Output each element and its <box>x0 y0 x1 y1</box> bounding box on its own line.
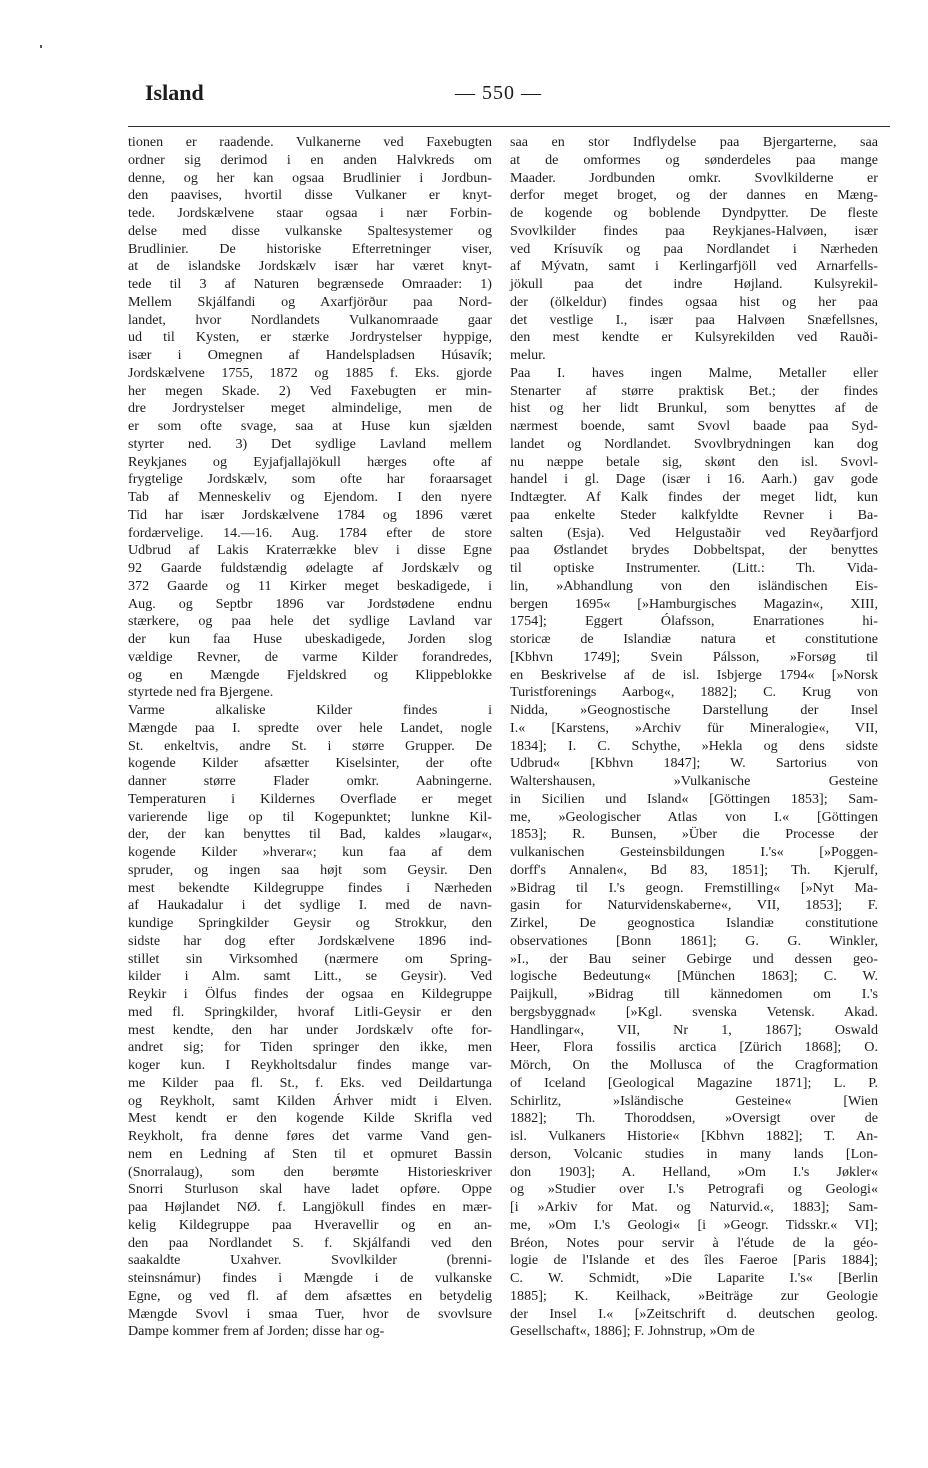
text-line: fordærvelige. 14.—16. Aug. 1784 efter de store <box>128 524 492 541</box>
text-line: mest kendte, den har under Jordskælv ofte for- <box>128 1021 492 1038</box>
text-line: dorff's Annalen«, Bd 83, 1851]; Th. Kjerulf, <box>510 861 878 878</box>
text-line: den paavises, hvortil disse Vulkaner er knyt- <box>128 187 492 204</box>
text-line: mest bekendte Kildegruppe findes i Nærheden <box>128 879 492 896</box>
text-line: der kun faa Huse ubeskadigede, Jorden slog <box>128 631 492 647</box>
text-line: paa Højlandet NØ. f. Langjökull findes en mær- <box>128 1199 492 1215</box>
text-line: at de omformes og sønderdeles paa mange <box>510 151 878 168</box>
text-line: koger kun. I Reykholtsdalur findes mange var- <box>128 1057 492 1073</box>
text-line: Handlingar«, VII, Nr 1, 1867]; Oswald <box>510 1021 878 1038</box>
text-line: saa en stor Indflydelse paa Bjergarterne, saa <box>510 134 878 150</box>
text-line: Paa I. haves ingen Malme, Metaller eller <box>510 364 878 381</box>
text-line: styrtede ned fra Bjergene. <box>128 684 274 701</box>
text-line: Stenarter af større praktisk Bet.; der findes <box>510 382 878 399</box>
text-line: St. enkeltvis, andre St. i større Grupper. De <box>128 737 492 754</box>
text-line: »I., der Bau seiner Gebirge und dessen geo- <box>510 950 878 967</box>
text-line: især i Omegnen af Handelspladsen Húsavík; <box>128 347 492 363</box>
text-line: Turistforenings Aarbog«, 1882]; C. Krug von <box>510 684 878 701</box>
text-line: Udbrud af Lakis Kraterrække blev i disse Egne <box>128 542 492 559</box>
text-line: og en Mængde Fjeldskred og Klippeblokke <box>128 666 492 683</box>
text-line: Reykjanes og Eyjafjallajökull hærges ofte af <box>128 453 492 470</box>
text-line: og »Studier over I.'s Petrografi og Geologi« <box>510 1181 878 1198</box>
text-line: bergsbyggnad« [»Kgl. svenska Vetensk. Akad. <box>510 1003 878 1020</box>
text-line: Mörch, On the Mollusca of the Cragformation <box>510 1057 878 1073</box>
text-line: Waltershausen, »Vulkanische Gesteine <box>510 773 878 789</box>
text-line: me, »Geologischer Atlas von I.« [Göttingen <box>510 808 878 825</box>
text-line: der, der kan benyttes til Bad, kaldes »laugar«, <box>128 826 492 843</box>
text-line: hist og her lidt Brunkul, som benyttes af de <box>510 400 878 417</box>
text-line: observationes [Bonn 1861]; G. G. Winkler, <box>510 932 878 949</box>
text-line: Reykir i Ölfus findes der ogsaa en Kildegruppe <box>128 986 492 1002</box>
text-line: jökull paa det indre Højland. Kulsyrekil- <box>510 276 878 292</box>
text-line: saakaldte Uxahver. Svovlkilder (brenni- <box>128 1252 492 1269</box>
text-line: Jordskælvene 1755, 1872 og 1885 f. Eks. gjorde <box>128 364 492 381</box>
text-line: der Insel I.« [»Zeitschrift d. deutschen geolog. <box>510 1305 878 1322</box>
text-line: gasin for Naturvidenskaberne«, VII, 1853]; F. <box>510 897 878 914</box>
text-line: kelig Kildegruppe paa Hveravellir og en an- <box>128 1216 492 1233</box>
text-line: ud til Kysten, er stærke Jordrystelser hyppige, <box>128 329 492 346</box>
text-line: stillet sin Virksomhed (nærmere om Spring- <box>128 950 492 967</box>
text-line: Mængde paa I. spredte over hele Landet, nogle <box>128 719 492 736</box>
text-line: dre Jordrystelser meget almindelige, men de <box>128 400 492 417</box>
text-line: 1834]; I. C. Schythe, »Hekla og dens sidste <box>510 737 878 754</box>
text-line: ved Krísuvík og paa Nordlandet i Nærheden <box>510 240 878 257</box>
right-column <box>510 134 878 1341</box>
text-line: in Sicilien und Island« [Göttingen 1853]; Sam- <box>510 790 878 807</box>
text-line: Zirkel, De geognostica Islandiæ constitutione <box>510 915 878 931</box>
text-line: storicæ de Islandiæ natura et constitutione <box>510 631 878 647</box>
text-line: delse med disse vulkanske Spaltesystemer og <box>128 222 492 239</box>
text-line: kogende Kilder »hverar«; kun faa af dem <box>128 844 492 860</box>
text-line: steinsnámur) findes i Mængde i de vulkanske <box>128 1270 492 1286</box>
text-line: [i »Arkiv for Mat. og Naturvid.«, 1883]; Sam- <box>510 1199 878 1215</box>
text-line: melur. <box>510 347 546 363</box>
text-line: Egne, og ved fl. af dem afsættes en betydelig <box>128 1287 492 1304</box>
text-line: af Haukadalur i det sydlige I. med de navn- <box>128 897 492 914</box>
text-line: Reykholt, fra denne føres det varme Vand gen- <box>128 1128 492 1144</box>
text-line: sidste har dog efter Jordskælvene 1896 ind- <box>128 932 492 949</box>
text-line: Mest kendt er den kogende Kilde Skrifla ved <box>128 1110 492 1127</box>
text-line: paa Østlandet brydes Dobbeltspat, der benyttes <box>510 542 878 559</box>
text-line: til optiske Instrumenter. (Litt.: Th. Vida- <box>510 560 878 576</box>
text-line: af Mývatn, samt i Kerlingarfjöll ved Arnarfells- <box>510 258 878 275</box>
text-line: Tab af Menneskeliv og Ejendom. I den nyere <box>128 489 492 505</box>
text-line: lin, »Abhandlung von den isländischen Eis- <box>510 577 878 594</box>
text-line: Tid har især Jordskælvene 1784 og 1896 været <box>128 506 492 523</box>
text-line: landet, hvor Nordlandets Vulkanomraade gaar <box>128 311 492 328</box>
text-line: styrter ned. 3) Det sydlige Lavland mellem <box>128 435 492 452</box>
text-line: Bréon, Notes pour servir à l'étude de la géo- <box>510 1234 878 1251</box>
text-line: Maader. Jordbunden omkr. Svovlkilderne er <box>510 169 878 186</box>
text-line: 1853]; R. Bunsen, »Über die Processe der <box>510 826 878 843</box>
text-line: Snorri Sturluson skal have ladet opføre. Oppe <box>128 1181 492 1198</box>
text-line: den mest kendte er Kulsyrekilden ved Rauði- <box>510 329 878 346</box>
left-column <box>128 134 492 1341</box>
text-line: der (ölkeldur) findes ogsaa hist og her paa <box>510 293 878 310</box>
text-line: Mellem Skjálfandi og Axarfjörður paa Nord- <box>128 293 492 310</box>
text-line: Schirlitz, »Isländische Gesteine« [Wien <box>510 1092 878 1109</box>
text-line: [Kbhvn 1749]; Svein Pálsson, »Forsøg til <box>510 648 878 665</box>
text-line: Varme alkaliske Kilder findes i <box>128 702 492 718</box>
text-line: don 1903]; A. Helland, »Om I.'s Jøkler« <box>510 1163 878 1180</box>
text-line: spruder, og ingen saa højt som Geysir. Den <box>128 861 492 878</box>
page-header <box>145 80 825 110</box>
text-line: vulkanischen Gesteinsbildungen I.'s« [»Poggen- <box>510 844 878 860</box>
text-line: Gesellschaft«, 1886]; F. Johnstrup, »Om de <box>510 1323 755 1340</box>
text-line: logie de l'Islande et des îles Faeroe [Paris 1884]; <box>510 1252 878 1269</box>
text-line: landet og Nordlandet. Svovlbrydningen kan dog <box>510 435 878 452</box>
text-line: kilder i Alm. samt Litt., se Geysir). Ved <box>128 968 492 985</box>
text-line: Svovlkilder findes paa Reykjanes-Halvøen, især <box>510 222 878 239</box>
text-line: tede. Jordskælvene staar ogsaa i nær Forbin- <box>128 205 492 221</box>
text-line: Heer, Flora fossilis arctica [Zürich 1868]; O. <box>510 1039 878 1056</box>
page-number: — 550 — <box>455 82 542 104</box>
text-line: nu næppe betale sig, skønt den isl. Svovl- <box>510 453 878 470</box>
text-line: 1885]; K. Keilhack, »Beiträge zur Geologie <box>510 1287 878 1304</box>
text-line: handel i gl. Dage (især i 16. Aarh.) gav gode <box>510 471 878 488</box>
text-line: her megen Skade. 2) Ved Faxebugten er min- <box>128 382 492 399</box>
text-line: 372 Gaarde og 11 Kirker meget beskadigede, i <box>128 577 492 594</box>
text-line: Brudlinier. De historiske Efterretninger viser, <box>128 240 492 257</box>
text-line: Indtægter. Af Kalk findes der meget lidt, kun <box>510 489 878 505</box>
text-line: Aug. og Septbr 1896 var Jordstødene endnu <box>128 595 492 612</box>
text-line: nem en Ledning af Sten til et opmuret Bassin <box>128 1145 492 1162</box>
text-line: Temperaturen i Kildernes Overflade er meget <box>128 790 492 807</box>
text-line: varierende lige op til Kogepunktet; lunkne Kil- <box>128 808 492 825</box>
text-line: med fl. Springkilder, hvoraf Litli-Geysir er den <box>128 1003 492 1020</box>
text-line: en Beskrivelse af de isl. Isbjerge 1794« [»Norsk <box>510 666 878 683</box>
text-line: tede til 3 af Naturen begrænsede Omraader: 1) <box>128 276 492 292</box>
text-line: nærmest boende, samt Svovl baade paa Syd- <box>510 418 878 434</box>
text-line: isl. Vulkaners Historie« [Kbhvn 1882]; T. An- <box>510 1128 878 1144</box>
text-line: Nidda, »Geognostische Darstellung der Insel <box>510 702 878 718</box>
text-line: er som ofte svage, saa at Huse kun sjælden <box>128 418 492 434</box>
text-line: Dampe kommer frem af Jorden; disse har og- <box>128 1323 385 1340</box>
text-line: salten (Esja). Ved Helgustaðir ved Reyðarfjord <box>510 524 878 541</box>
text-line: stærkere, og paa hele det sydlige Lavland var <box>128 613 492 630</box>
text-line: denne, og her kan ogsaa Brudlinier i Jordbun- <box>128 169 492 186</box>
text-line: 1754]; Eggert Ólafsson, Enarrationes hi- <box>510 613 878 630</box>
running-title: Island <box>145 80 204 105</box>
text-line: me, »Om I.'s Geologi« [i »Geogr. Tidsskr.« VI]; <box>510 1216 878 1233</box>
text-line: Udbrud« [Kbhvn 1847]; W. Sartorius von <box>510 755 878 772</box>
text-line: ordner sig derimod i en anden Halvkreds om <box>128 151 492 168</box>
header-rule <box>128 126 890 127</box>
text-line: de kogende og boblende Dyndpytter. De fleste <box>510 205 878 221</box>
text-line: andret sig; for Tiden springer den ikke, men <box>128 1039 492 1056</box>
text-line: derfor meget broget, og der dannes en Mæng- <box>510 187 878 204</box>
text-line: me Kilder paa fl. St., f. Eks. ved Deildartunga <box>128 1074 492 1091</box>
text-line: 1882]; Th. Thoroddsen, »Oversigt over de <box>510 1110 878 1127</box>
text-line: frygtelige Jordskælv, som ofte har foraarsaget <box>128 471 492 488</box>
text-line: bergen 1695« [»Hamburgisches Magazin«, XIII, <box>510 595 878 612</box>
text-line: of Iceland [Geological Magazine 1871]; L. P. <box>510 1074 878 1091</box>
text-line: Paijkull, »Bidrag till kännedomen om I.'s <box>510 986 878 1002</box>
text-line: paa enkelte Steder kalkfyldte Revner i Ba- <box>510 506 878 523</box>
text-line: kundige Springkilder Geysir og Strokkur, den <box>128 915 492 931</box>
text-line: logische Bedeutung« [München 1863]; C. W. <box>510 968 878 985</box>
text-line: »Bidrag til I.'s geogn. Fremstilling« [»Nyt Ma- <box>510 879 878 896</box>
text-line: Mængde Svovl i smaa Tuer, hvor de svovlsure <box>128 1305 492 1322</box>
text-line: danner større Flader omkr. Aabningerne. <box>128 773 492 789</box>
text-line: kogende Kilder afsætter Kiselsinter, der ofte <box>128 755 492 772</box>
text-line: 92 Gaarde fuldstændig ødelagte af Jordskælv og <box>128 560 492 576</box>
text-line: derson, Volcanic studies in many lands [Lon- <box>510 1145 878 1162</box>
text-line: og Reykholt, samt Kilden Árhver midt i Elven. <box>128 1092 492 1109</box>
text-line: I.« [Karstens, »Archiv für Mineralogie«, VII, <box>510 719 878 736</box>
text-line: (Snorralaug), som den berømte Historieskriver <box>128 1163 492 1180</box>
scan-speck <box>40 45 42 48</box>
text-line: tionen er raadende. Vulkanerne ved Faxebugten <box>128 134 492 150</box>
text-line: at de islandske Jordskælv især har været knyt- <box>128 258 492 275</box>
text-line: vældige Revner, de varme Kilder forandredes, <box>128 648 492 665</box>
text-line: C. W. Schmidt, »Die Laparite I.'s« [Berlin <box>510 1270 878 1286</box>
text-line: det vestlige I., især paa Halvøen Snæfellsnes, <box>510 311 878 328</box>
text-line: den paa Nordlandet S. f. Skjálfandi ved den <box>128 1234 492 1251</box>
